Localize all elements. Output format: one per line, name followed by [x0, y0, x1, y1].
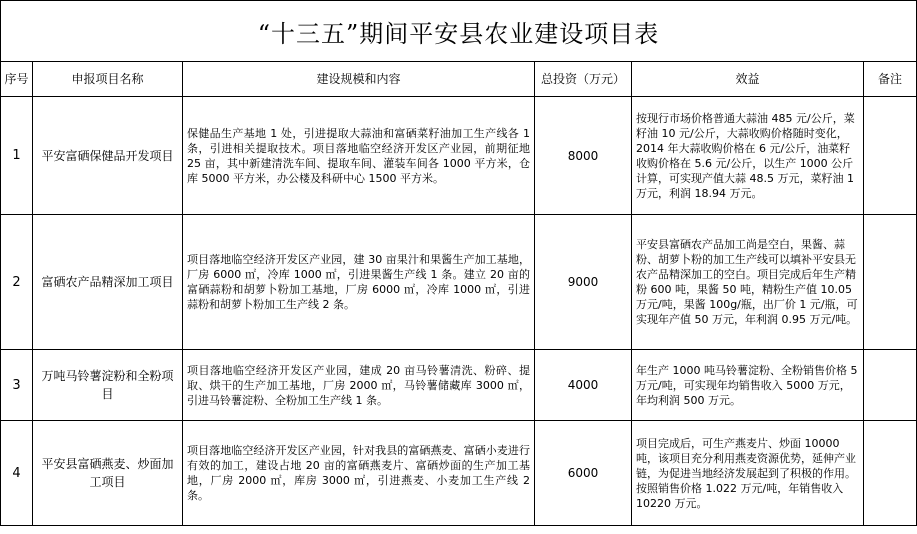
row-remarks: [864, 350, 917, 421]
row-investment: 9000: [535, 215, 632, 350]
row-project-name: 富硒农产品精深加工项目: [33, 215, 183, 350]
header-investment: 总投资（万元）: [535, 62, 632, 97]
row-scope: 保健品生产基地 1 处，引进提取大蒜油和富硒菜籽油加工生产线各 1 条，引进相关提取技术。项目落地临空经济开发区产业园，前期征地 25 亩，其中新建清洗车间、提取车间、灌装车间各 1000 平方米，仓库 5000 平方米，办公楼及科研中心 1500 平方米。: [183, 97, 535, 215]
header-benefit: 效益: [632, 62, 864, 97]
row-project-name: 平安富硒保健品开发项目: [33, 97, 183, 215]
header-project-name: 申报项目名称: [33, 62, 183, 97]
header-remarks: 备注: [864, 62, 917, 97]
row-scope: 项目落地临空经济开发区产业园，建成 20 亩马铃薯清洗、粉碎、提取、烘干的生产加工基地，厂房 2000 ㎡，马铃薯储藏库 3000 ㎡，引进马铃薯淀粉、全粉加工生产线 1 条。: [183, 350, 535, 421]
row-benefit: 项目完成后，可生产燕麦片、炒面 10000 吨，该项目充分利用燕麦资源优势，延伸产业链，为促进当地经济发展起到了积极的作用。按照销售价格 1.022 万元/吨，年销售收入 10220 万元。: [632, 421, 864, 526]
row-remarks: [864, 97, 917, 215]
row-seq: 2: [1, 215, 33, 350]
row-project-name: 平安县富硒燕麦、炒面加工项目: [33, 421, 183, 526]
row-scope: 项目落地临空经济开发区产业园，针对我县的富硒燕麦、富硒小麦进行有效的加工，建设占地 20 亩的富硒燕麦片、富硒炒面的生产加工基地，厂房 2000 ㎡，库房 3000 ㎡，引进燕麦、小麦加工生产线 2 条。: [183, 421, 535, 526]
table-row: [1, 350, 917, 421]
table-row: [1, 97, 917, 215]
row-investment: 4000: [535, 350, 632, 421]
row-seq: 3: [1, 350, 33, 421]
row-remarks: [864, 215, 917, 350]
table-row: [1, 215, 917, 350]
header-row: [1, 62, 917, 97]
header-seq: 序号: [1, 62, 33, 97]
row-investment: 8000: [535, 97, 632, 215]
row-project-name: 万吨马铃薯淀粉和全粉项目: [33, 350, 183, 421]
row-scope: 项目落地临空经济开发区产业园，建 30 亩果汁和果酱生产加工基地，厂房 6000 ㎡，冷库 1000 ㎡，引进果酱生产线 1 条。建立 20 亩的富硒蒜粉和胡萝卜粉加工基地，厂房 6000 ㎡，冷库 1000 ㎡，引进蒜粉和胡萝卜粉加工生产线 2 条。: [183, 215, 535, 350]
row-benefit: 按现行市场价格普通大蒜油 485 元/公斤，菜籽油 10 元/公斤，大蒜收购价格随时变化，2014 年大蒜收购价格在 6 元/公斤，油菜籽收购价格在 5.6 元/公斤，以生产 1000 公斤计算，可实现产值大蒜 48.5 万元，菜籽油 1 万元，利润 18.94 万元。: [632, 97, 864, 215]
row-remarks: [864, 421, 917, 526]
row-benefit: 平安县富硒农产品加工尚是空白，果酱、蒜粉、胡萝卜粉的加工生产线可以填补平安县无农产品精深加工的空白。项目完成后年生产精粉 600 吨，果酱 50 吨，精粉生产值 10.05 万元/吨，果酱 100g/瓶，出厂价 1 元/瓶，可实现年产值 50 万元，年利润 0.95 万元/吨。: [632, 215, 864, 350]
header-scope: 建设规模和内容: [183, 62, 535, 97]
row-seq: 1: [1, 97, 33, 215]
table-title: “十三五”期间平安县农业建设项目表: [1, 1, 917, 62]
table-row: [1, 421, 917, 526]
row-benefit: 年生产 1000 吨马铃薯淀粉、全粉销售价格 5 万元/吨，可实现年均销售收入 5000 万元，年均利润 500 万元。: [632, 350, 864, 421]
row-investment: 6000: [535, 421, 632, 526]
row-seq: 4: [1, 421, 33, 526]
